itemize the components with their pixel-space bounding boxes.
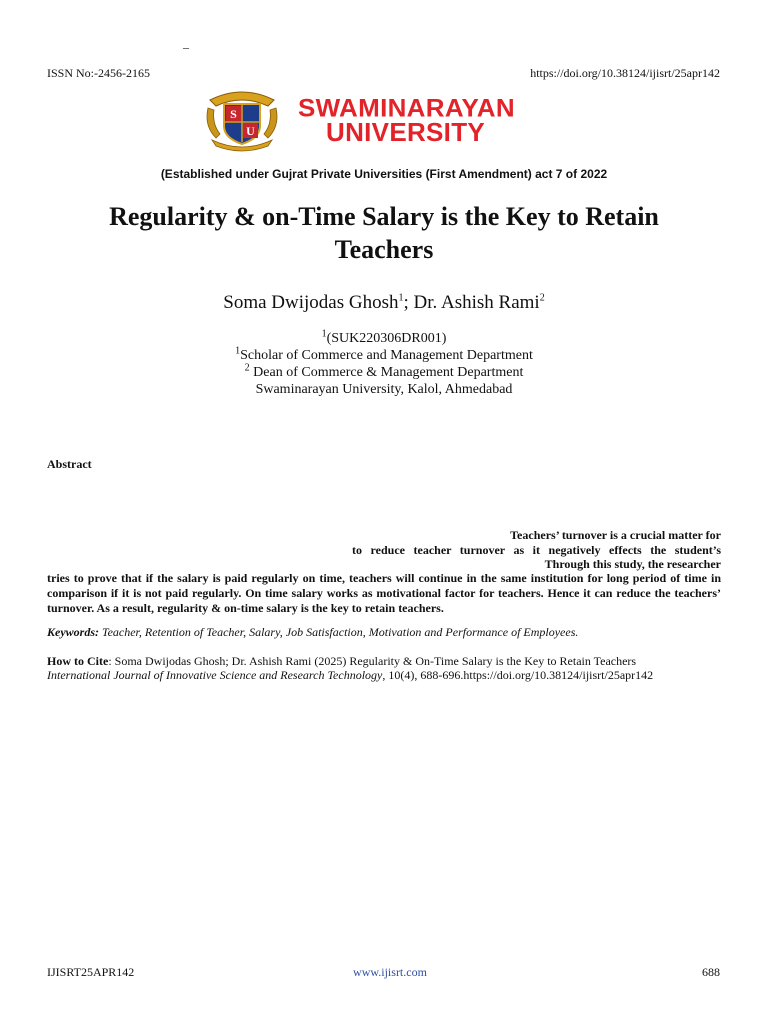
- author-2: Dr. Ashish Rami: [413, 292, 540, 313]
- citation-text-2: , 10(4), 688-696.https://doi.org/10.38124/ijisrt/25apr142: [382, 668, 654, 682]
- keywords-label: Keywords:: [47, 625, 99, 639]
- author-separator: ;: [403, 292, 414, 313]
- affiliation-id: [0, 330, 768, 347]
- abstract-body: tries to prove that if the salary is paid regularly on time, teachers will continue in the same institution for long period of time in comparison if it is not paid regularly. On time salary works as motivational factor for teachers. Hence it can reduce the teachers’ turnover. As a result, regularity & on-time salary is the key to retain teachers.: [47, 571, 721, 615]
- keywords: [47, 625, 578, 640]
- aff-3-text: Dean of Commerce & Management Department: [249, 365, 524, 380]
- brand-line-2: UNIVERSITY: [326, 117, 486, 147]
- issn-number: ISSN No:-2456-2165: [47, 66, 151, 80]
- university-crest-icon: [202, 86, 282, 154]
- aff-2-text: Scholar of Commerce and Management Department: [240, 348, 533, 363]
- citation-label: How to Cite: [47, 654, 109, 668]
- university-logo: [202, 86, 562, 156]
- crest-letter-s: S: [230, 107, 237, 121]
- author-2-sup: 2: [539, 292, 545, 304]
- abstract-line-2: to reduce teacher turnover as it negatively effects the student’s: [352, 543, 721, 557]
- keywords-text: Teacher, Retention of Teacher, Salary, Job Satisfaction, Motivation and Performance of Employees.: [99, 625, 579, 639]
- author-list: [0, 292, 768, 314]
- title-line-2: Teachers: [334, 235, 434, 264]
- crest-letter-u: U: [246, 124, 255, 138]
- page-number: 688: [702, 965, 720, 979]
- brand-line-1: SWAMINARAYAN: [298, 93, 515, 123]
- abstract-line-1: Teachers’ turnover is a crucial matter for: [510, 528, 721, 542]
- university-wordmark: [298, 93, 515, 147]
- aff-2-sup: 1: [235, 345, 241, 357]
- affiliation-scholar: [0, 347, 768, 364]
- affiliation-dean: [0, 364, 768, 381]
- header-doi-link[interactable]: https://doi.org/10.38124/ijisrt/25apr142: [530, 66, 720, 80]
- abstract-heading: Abstract: [47, 457, 92, 471]
- author-1-sup: 1: [398, 292, 404, 304]
- aff-1-text: (SUK220306DR001): [326, 331, 447, 346]
- establishment-note: (Established under Gujrat Private Universities (First Amendment) act 7 of 2022: [160, 167, 608, 181]
- citation-journal: International Journal of Innovative Science and Research Technology: [47, 668, 383, 682]
- header-dash: –: [183, 40, 189, 54]
- affiliation-university: Swaminarayan University, Kalol, Ahmedabad: [255, 382, 513, 397]
- footer-site-link[interactable]: www.ijisrt.com: [353, 965, 427, 979]
- aff-3-sup: 2: [244, 362, 250, 374]
- aff-1-sup: 1: [321, 328, 327, 340]
- title-line-1: Regularity & on-Time Salary is the Key to Retain: [109, 202, 659, 231]
- paper-title: [40, 200, 728, 266]
- author-1: Soma Dwijodas Ghosh: [223, 292, 399, 313]
- citation: [47, 654, 727, 682]
- abstract-line-3: Through this study, the researcher: [544, 557, 721, 571]
- footer-code: IJISRT25APR142: [47, 965, 135, 979]
- citation-text-1: : Soma Dwijodas Ghosh; Dr. Ashish Rami (2025) Regularity & On-Time Salary is the Key to Retain Teachers: [108, 654, 637, 668]
